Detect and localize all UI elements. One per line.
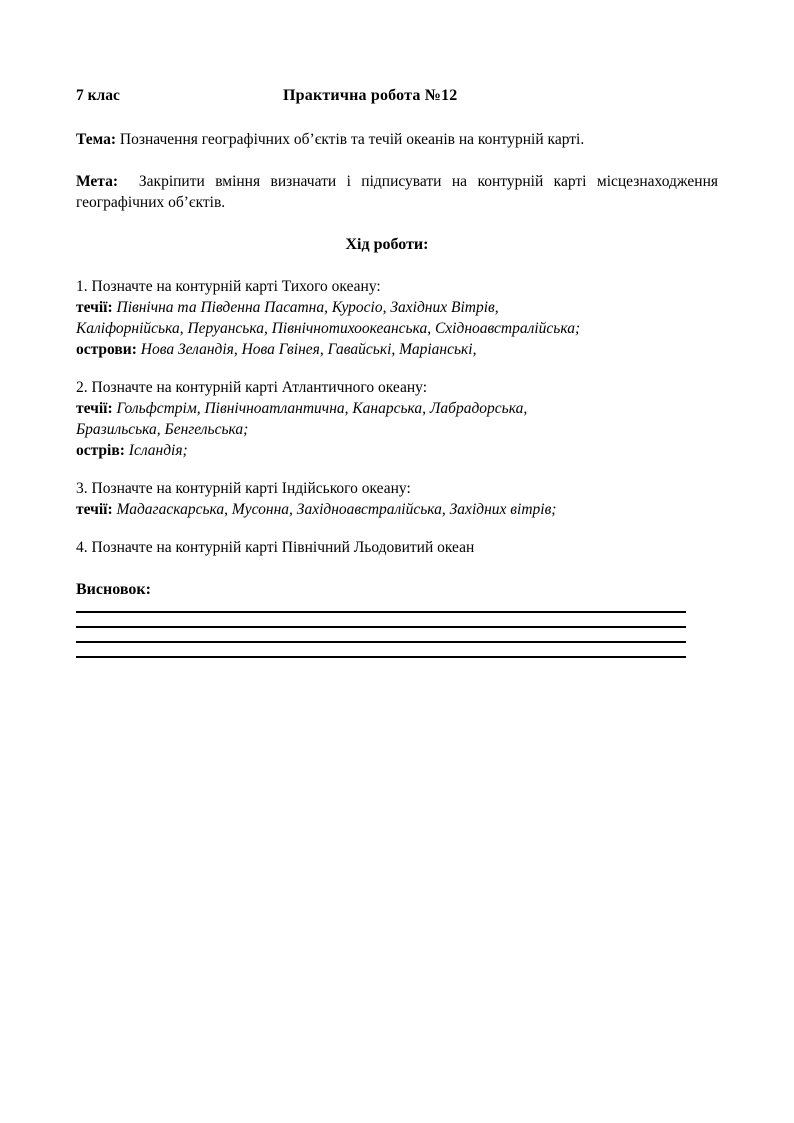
spacer (76, 520, 718, 537)
answer-lines (76, 611, 686, 658)
page-title: Практична робота №12 (283, 87, 458, 104)
spacer (76, 255, 718, 276)
entry-label: острови: (76, 341, 137, 358)
topic-label: Тема: (76, 131, 116, 148)
entry-value: Ісландія; (128, 442, 188, 459)
answer-line[interactable] (76, 641, 686, 643)
topic-paragraph (76, 129, 718, 150)
entry-value: Бразильська, Бенгельська; (76, 421, 249, 438)
task-heading: 4. Позначте на контурній карті Північний Льодовитий океан (76, 539, 475, 556)
spacer (76, 461, 718, 478)
spacer (76, 213, 718, 234)
entry-label: течії: (76, 299, 113, 316)
task-block (76, 537, 718, 558)
grade-label: 7 клас (76, 87, 120, 104)
document-header (76, 86, 718, 108)
task-block (76, 276, 718, 360)
entry-label: течії: (76, 501, 113, 518)
entry-label: острів: (76, 442, 125, 459)
goal-paragraph (76, 171, 718, 213)
answer-line[interactable] (76, 626, 686, 628)
answer-line[interactable] (76, 656, 686, 658)
task-entry (76, 398, 718, 419)
conclusion-label: Висновок: (76, 581, 151, 598)
answer-line[interactable] (76, 611, 686, 613)
topic-text: Позначення географічних об’єктів та течій океанів на контурній карті. (119, 131, 585, 148)
spacer (76, 360, 718, 377)
entry-value: Гольфстрім, Північноатлантична, Канарська, Лабрадорська, (116, 400, 528, 417)
spacer (76, 558, 718, 579)
goal-text: Закріпити вміння визначати і підписувати на контурній карті місцезнаходження географічних об’єктів. (76, 173, 718, 211)
task-heading: 3. Позначте на контурній карті Індійського океану: (76, 480, 411, 497)
task-entry (76, 339, 718, 360)
task-entry (76, 440, 718, 461)
task-block (76, 377, 718, 461)
task-heading: 1. Позначте на контурній карті Тихого океану: (76, 278, 381, 295)
page-content (76, 86, 718, 658)
task-heading: 2. Позначте на контурній карті Атлантичного океану: (76, 379, 428, 396)
entry-value: Каліфорнійська, Перуанська, Північнотихоокеанська, Східноавстралійська; (76, 320, 581, 337)
task-entry (76, 499, 718, 520)
goal-label: Мета: (76, 173, 119, 190)
entry-value: Нова Зеландія, Нова Гвінея, Гавайські, Маріанські, (140, 341, 477, 358)
spacer (76, 108, 718, 129)
task-block (76, 478, 718, 520)
entry-value: Мадагаскарська, Мусонна, Західноавстралійська, Західних вітрів; (116, 501, 557, 518)
entry-label: течії: (76, 400, 113, 417)
spacer (76, 150, 718, 171)
entry-value: Північна та Південна Пасатна, Куросіо, Західних Вітрів, (116, 299, 499, 316)
section-heading: Хід роботи: (345, 236, 429, 253)
task-entry (76, 297, 718, 318)
